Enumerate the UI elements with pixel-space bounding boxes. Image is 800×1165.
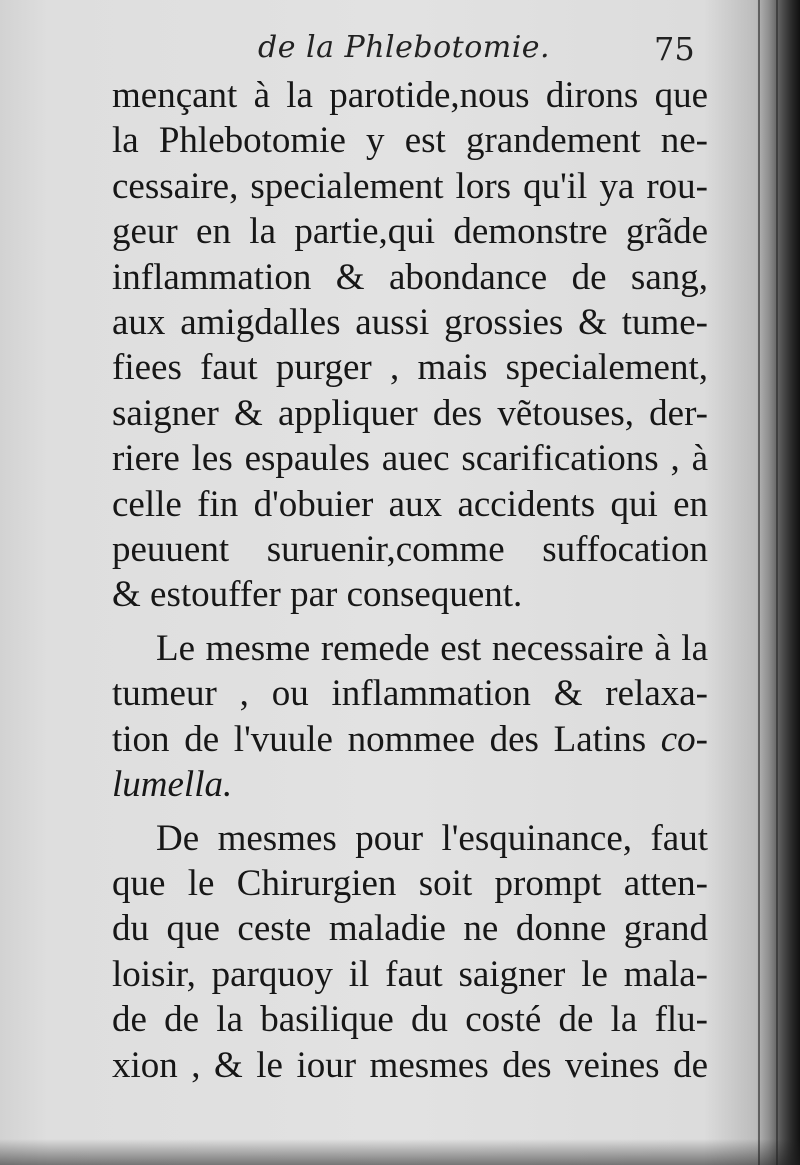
text-line: saigner & appliquer des vẽtouses, der- (112, 392, 708, 434)
text-line: mençant à la parotide,nous dirons que (112, 75, 708, 116)
latin-word: co- (660, 718, 708, 760)
text-line: tion de l'vuule nommee des Latins co- (112, 718, 708, 760)
page-bottom-shadow (0, 1139, 800, 1165)
page-header (258, 24, 718, 74)
text-line: geur en la partie,qui demonstre grãde (112, 211, 708, 253)
text-line: tumeur , ou inflammation & relaxa- (112, 673, 708, 715)
body-text (112, 73, 708, 1088)
page-edge-line (776, 0, 778, 1165)
text-line: & estouffer par consequent. (112, 574, 523, 616)
paragraph-gap (112, 808, 708, 816)
page-number: 75 (654, 30, 695, 68)
text-line: inflammation & abondance de sang, (112, 256, 708, 298)
text-line: aux amigdalles aussi grossies & tume- (112, 302, 708, 344)
text-line: loisir, parquoy il faut saigner le mala- (112, 953, 708, 995)
text-line: celle fin d'obuier aux accidents qui en (112, 483, 708, 525)
running-title: de la Phlebotomie. (258, 30, 551, 65)
text-line: la Phlebotomie y est grandement ne- (112, 120, 708, 162)
page-gutter-shadow (756, 0, 800, 1165)
paragraph-gap (112, 618, 708, 626)
text-line: cessaire, specialement lors qu'il ya rou- (112, 165, 708, 207)
text-line: riere les espaules auec scarifications , à (112, 438, 708, 480)
page-edge-line (758, 0, 760, 1165)
text-line: lumella. (112, 764, 233, 806)
text-line: du que ceste maladie ne donne grand (112, 908, 708, 950)
text-line: xion , & le iour mesmes des veines de (112, 1044, 708, 1086)
text-line: que le Chirurgien soit prompt atten- (112, 862, 708, 904)
text-line: fiees faut purger , mais specialement, (112, 347, 708, 389)
text-line: Le mesme remede est necessaire à la (156, 627, 708, 669)
text-line: De mesmes pour l'esquinance, faut (156, 817, 708, 859)
text-line: de de la basilique du costé de la flu- (112, 999, 708, 1041)
text-line: peuuent suruenir,comme suffocation (112, 529, 708, 571)
